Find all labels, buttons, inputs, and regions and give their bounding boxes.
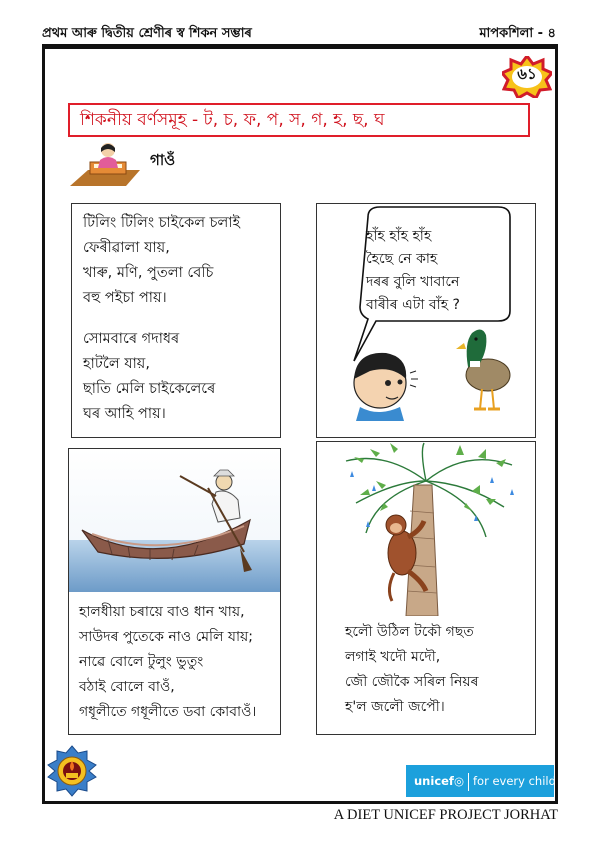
poem-line: লগাই খদৌ মদৌ,	[345, 649, 441, 665]
letters-banner: শিকনীয় বৰ্ণসমূহ - ট, চ, ফ, প, স, গ, হ, ছ, ঘ	[68, 103, 530, 137]
speech-line: হৈছে নে কাহ	[366, 251, 438, 267]
poem-line: সোমবাৰে গদাধৰ	[83, 331, 180, 347]
globe-icon: ◎	[453, 774, 464, 788]
palm-poem	[345, 620, 479, 720]
poem-line: হালধীয়া চৰায়ে বাও ধান খায়,	[79, 604, 245, 620]
footer-credit: A DIET UNICEF PROJECT JORHAT	[333, 807, 558, 823]
poem-line: হাটলৈ যায়,	[83, 356, 150, 372]
poem-line: জৌ জৌকৈ সৰিল নিয়ৰ	[345, 674, 479, 690]
poem-line: ছাতি মেলি চাইকেলেৰে	[83, 381, 216, 397]
unicef-tagline: for every child	[472, 774, 556, 788]
header-title: প্ৰথম আৰু দ্বিতীয় শ্ৰেণীৰ স্ব শিকন সম্ভাৰ	[42, 26, 252, 41]
boat-poem	[79, 600, 256, 725]
poem-line: ঘৰ আহি পায়।	[83, 406, 166, 422]
poem-line: ফেৰীৱালা যায়,	[83, 240, 170, 256]
poem-line: বঠাই বোলে বাওঁ,	[79, 679, 175, 695]
boatman-illustration	[68, 448, 281, 593]
girl-harmonium-icon	[70, 140, 140, 190]
unicef-logo	[406, 765, 554, 797]
poem-line: গধূলীতে গধূলীতে ডবা কোবাওঁ।	[79, 704, 257, 720]
speech-line: দৰৰ বুলি খাবানে	[366, 274, 460, 290]
speech-bubble-text	[366, 225, 460, 317]
poem-label: গাওঁ	[150, 151, 176, 169]
header-sheet-number: মাপকশিলা - ৪	[479, 26, 556, 41]
cycle-poem	[83, 211, 240, 427]
page-number: ৬১	[517, 65, 537, 83]
unicef-name: unicef	[414, 774, 454, 788]
poem-line: টিলিং টিলিং চাইকেল চলাই	[83, 215, 241, 231]
poem-line: নাৱে বোলে টুলুং ভুতুং	[79, 654, 204, 670]
poem-line: সাউদৰ পুতেকে নাও মেলি যায়;	[79, 629, 254, 645]
poem-line: হলৌ উঠিল টকৌ গছত	[345, 624, 474, 640]
poem-line: খাৰু, মণি, পুতলা বেচি	[83, 265, 214, 281]
speech-line: বাৰীৰ এটা বাঁহ ?	[366, 297, 460, 313]
logo-separator	[468, 773, 469, 791]
diet-emblem-icon	[47, 745, 97, 797]
monkey-palm-illustration	[316, 441, 536, 616]
poem-line: বহু পইচা পায়।	[83, 290, 167, 306]
speech-line: হাঁহ হাঁহ হাঁহ	[366, 228, 432, 244]
poem-line: হ'ল জলৌ জপৌ।	[345, 699, 445, 715]
